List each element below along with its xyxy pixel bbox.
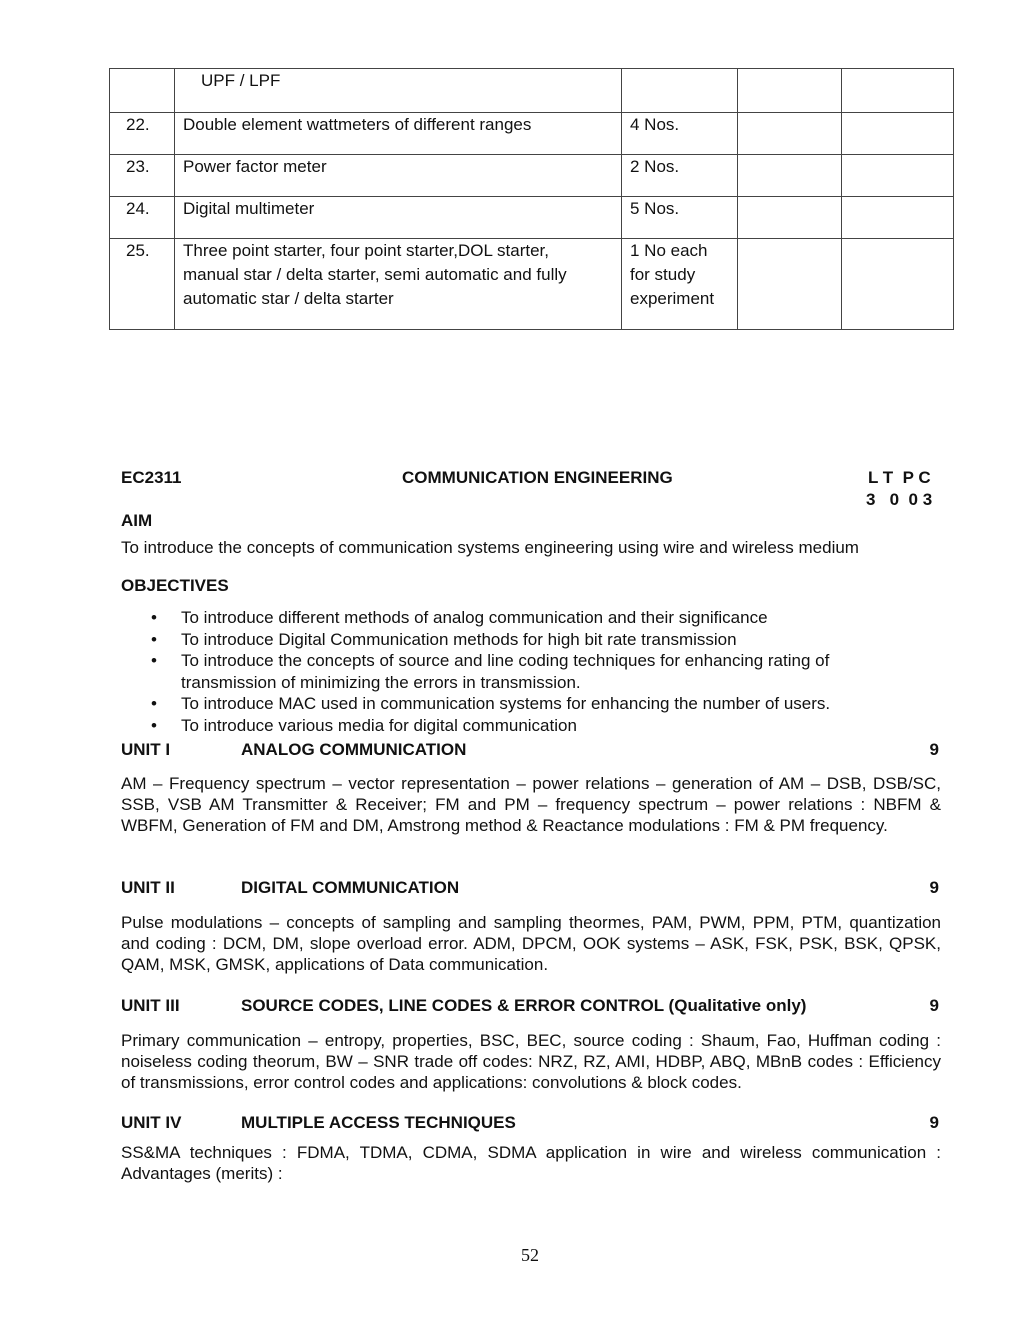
unit-label: UNIT III [121, 996, 180, 1015]
table-cell-no: 25. [110, 239, 175, 330]
table-cell-quantity [622, 239, 738, 330]
table-cell-description: UPF / LPF [175, 69, 622, 113]
unit-content: AM – Frequency spectrum – vector representation – power relations – generation of AM – DSB, DSB/SC, SSB, VSB AM Transmitter & Receiver; FM and PM – frequency spectrum – power relations : NBFM & WBFM, Generation of FM and DM, Amstrong method & Reactance modulations : FM & PM frequency. [121, 774, 941, 835]
list-item [121, 629, 911, 651]
table-cell-no: 23. [110, 155, 175, 197]
objective-text: To introduce Digital Communication methods for high bit rate transmission [181, 629, 737, 649]
table-cell-empty [842, 197, 954, 239]
table-cell-empty [738, 69, 842, 113]
table-cell-no: 22. [110, 113, 175, 155]
unit-hours: 9 [929, 740, 939, 759]
table-cell-quantity: 5 Nos. [622, 197, 738, 239]
objective-text: To introduce different methods of analog communication and their significance [181, 608, 768, 627]
table-cell-description: Digital multimeter [175, 197, 622, 239]
list-item [121, 650, 911, 693]
unit-hours: 9 [929, 1113, 939, 1132]
table-cell-quantity: 4 Nos. [622, 113, 738, 155]
table-cell-description: Double element wattmeters of different ranges [175, 113, 622, 155]
unit-label: UNIT IV [121, 1113, 182, 1132]
unit-title: DIGITAL COMMUNICATION [241, 878, 460, 897]
objective-text: To introduce the concepts of source and line coding techniques for enhancing rating of transmission of minimizing the errors in transmission. [181, 651, 830, 692]
list-item [121, 607, 911, 629]
table-cell-empty [842, 69, 954, 113]
objective-text: To introduce MAC used in communication systems for enhancing the number of users. [181, 694, 831, 713]
table-cell-no [110, 69, 175, 113]
objectives-list [121, 607, 911, 736]
course-code: EC2311 [121, 468, 182, 487]
unit-hours: 9 [929, 996, 939, 1015]
table-row [110, 239, 954, 330]
table-cell-quantity: 2 Nos. [622, 155, 738, 197]
table-row [110, 69, 954, 113]
table-cell-empty [842, 239, 954, 330]
aim-text: To introduce the concepts of communication systems engineering using wire and wireless medium [121, 538, 859, 557]
table-cell-empty [738, 113, 842, 155]
objectives-heading: OBJECTIVES [121, 576, 229, 595]
quantity-line: 1 No each [630, 241, 708, 260]
unit-title: SOURCE CODES, LINE CODES & ERROR CONTROL (Qualitative only) [241, 996, 807, 1015]
quantity-line: for study [630, 265, 696, 284]
quantity-line: experiment [630, 289, 715, 308]
ltpc-values: 3 0 0 3 [866, 490, 933, 509]
table-row [110, 197, 954, 239]
table-cell-quantity [622, 69, 738, 113]
ltpc-label: L T P C [868, 468, 931, 487]
course-title: COMMUNICATION ENGINEERING [402, 468, 673, 487]
objective-text: To introduce various media for digital communication [181, 715, 577, 735]
unit-hours: 9 [929, 878, 939, 897]
aim-heading: AIM [121, 511, 153, 530]
table-row [110, 113, 954, 155]
table-row [110, 155, 954, 197]
table-cell-empty [738, 197, 842, 239]
unit-content: Primary communication – entropy, properties, BSC, BEC, source coding : Shaum, Fao, Huffman coding : noiseless coding theorum, BW – SNR trade off codes: NRZ, RZ, AMI, HDBP, ABQ, MBnB codes : Efficiency of transmissions, error control codes and applications: convolutions & block codes. [121, 1031, 941, 1092]
unit-title: MULTIPLE ACCESS TECHNIQUES [241, 1113, 516, 1132]
table-cell-empty [842, 113, 954, 155]
bullet-icon: • [151, 629, 157, 649]
description-line: automatic star / delta starter [183, 289, 394, 308]
table-cell-empty [738, 155, 842, 197]
bullet-icon: • [151, 651, 157, 670]
unit-label: UNIT II [121, 878, 175, 897]
page-number: 52 [521, 1245, 539, 1265]
table-cell-no: 24. [110, 197, 175, 239]
unit-content: Pulse modulations – concepts of sampling and sampling theormes, PAM, PWM, PPM, PTM, quantization and coding : DCM, DM, slope overload error. ADM, DPCM, OOK systems – ASK, FSK, PSK, BSK, QPSK, QAM, MSK, GMSK, applications of Data communication. [121, 913, 941, 974]
table-cell-empty [842, 155, 954, 197]
bullet-icon: • [151, 608, 157, 627]
table-cell-description [175, 239, 622, 330]
table-cell-description: Power factor meter [175, 155, 622, 197]
table-cell-empty [738, 239, 842, 330]
description-line: manual star / delta starter, semi automatic and fully [183, 265, 567, 284]
unit-label: UNIT I [121, 740, 171, 759]
unit-title: ANALOG COMMUNICATION [241, 740, 467, 759]
list-item [121, 715, 911, 737]
list-item [121, 693, 911, 715]
unit-content: SS&MA techniques : FDMA, TDMA, CDMA, SDMA application in wire and wireless communication : Advantages (merits) : [121, 1143, 941, 1183]
bullet-icon: • [151, 715, 157, 735]
equipment-table [109, 68, 954, 330]
bullet-icon: • [151, 694, 157, 713]
description-line: Three point starter, four point starter,DOL starter, [183, 241, 549, 260]
